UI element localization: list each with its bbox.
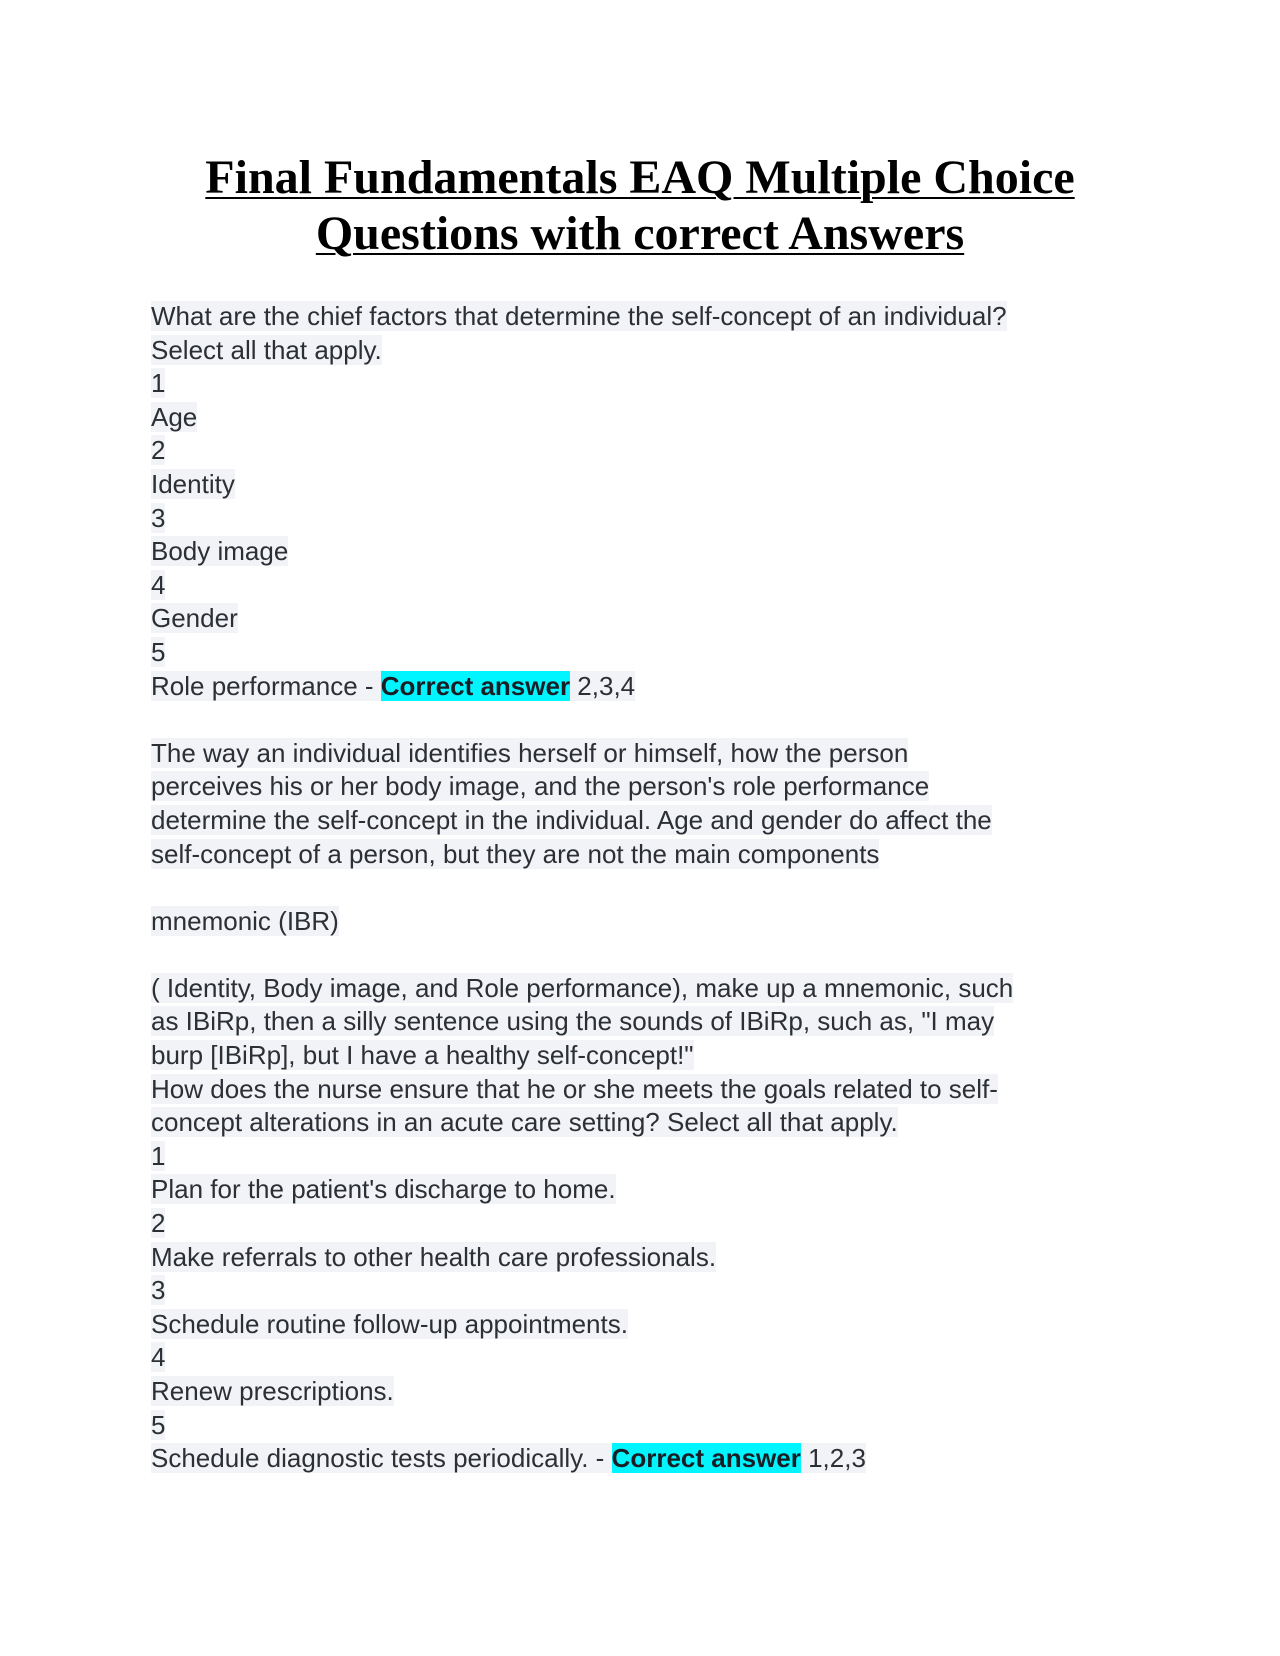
mnemonic-heading: mnemonic (IBR): [151, 905, 339, 936]
q1-question-line: What are the chief factors that determine the self-concept of an individual?: [151, 301, 1007, 331]
q2-option-text: Renew prescriptions.: [151, 1376, 394, 1406]
q1-option-text: Age: [151, 401, 198, 432]
q1-answer-line: [151, 670, 1131, 704]
q1-option-number: 4: [151, 569, 166, 600]
spacer: [151, 871, 1131, 905]
q2-option-number: 1: [151, 1140, 166, 1171]
q1-option-text: Identity: [151, 468, 235, 499]
q2-option-text: Schedule routine follow-up appointments.: [151, 1308, 628, 1339]
mnemonic-line: as IBiRp, then a silly sentence using the sounds of IBiRp, such as, "I may: [151, 1006, 995, 1037]
correct-answer-label: Correct answer: [380, 670, 571, 701]
q2-option-text: Plan for the patient's discharge to home.: [151, 1174, 616, 1205]
document-title: [140, 150, 1140, 262]
q1-option-text: Gender: [151, 603, 238, 634]
spacer: [151, 938, 1131, 972]
q1-option-text: Role performance -: [151, 670, 381, 701]
q1-rationale-line: determine the self-concept in the individual. Age and gender do affect the: [151, 804, 992, 835]
q1-rationale-line: The way an individual identifies herself or himself, how the person: [151, 737, 909, 768]
mnemonic-line: burp [IBiRp], but I have a healthy self-concept!": [151, 1040, 694, 1071]
q2-option-text: Schedule diagnostic tests periodically. -: [151, 1443, 612, 1474]
q1-option-text: Body image: [151, 536, 289, 567]
q2-answer-value: 1,2,3: [800, 1443, 866, 1474]
title-line-2: Questions with correct Answers: [315, 207, 965, 260]
q1-rationale-line: self-concept of a person, but they are not the main components: [151, 838, 880, 869]
q1-option-number: 3: [151, 502, 166, 533]
q2-answer-line: [151, 1442, 1131, 1476]
q2-option-number: 5: [151, 1409, 166, 1440]
q1-answer-value: 2,3,4: [570, 670, 636, 701]
mnemonic-line: ( Identity, Body image, and Role performance), make up a mnemonic, such: [151, 972, 1014, 1003]
title-line-1: Final Fundamentals EAQ Multiple Choice: [205, 151, 1075, 204]
correct-answer-label: Correct answer: [611, 1443, 801, 1474]
q2-question-line: concept alterations in an acute care setting? Select all that apply.: [151, 1107, 898, 1138]
q1-question-line: Select all that apply.: [151, 334, 382, 365]
q1-option-number: 1: [151, 368, 166, 399]
q1-option-number: 2: [151, 435, 166, 466]
spacer: [151, 703, 1131, 737]
q1-option-number: 5: [151, 636, 166, 667]
q2-option-number: 2: [151, 1208, 166, 1239]
q2-option-number: 3: [151, 1275, 166, 1306]
q1-rationale-line: perceives his or her body image, and the person's role performance: [151, 771, 930, 802]
document-body: [151, 300, 1131, 1476]
q2-question-line: How does the nurse ensure that he or she meets the goals related to self-: [151, 1073, 998, 1104]
q2-option-text: Make referrals to other health care professionals.: [151, 1241, 717, 1272]
q2-option-number: 4: [151, 1342, 166, 1373]
